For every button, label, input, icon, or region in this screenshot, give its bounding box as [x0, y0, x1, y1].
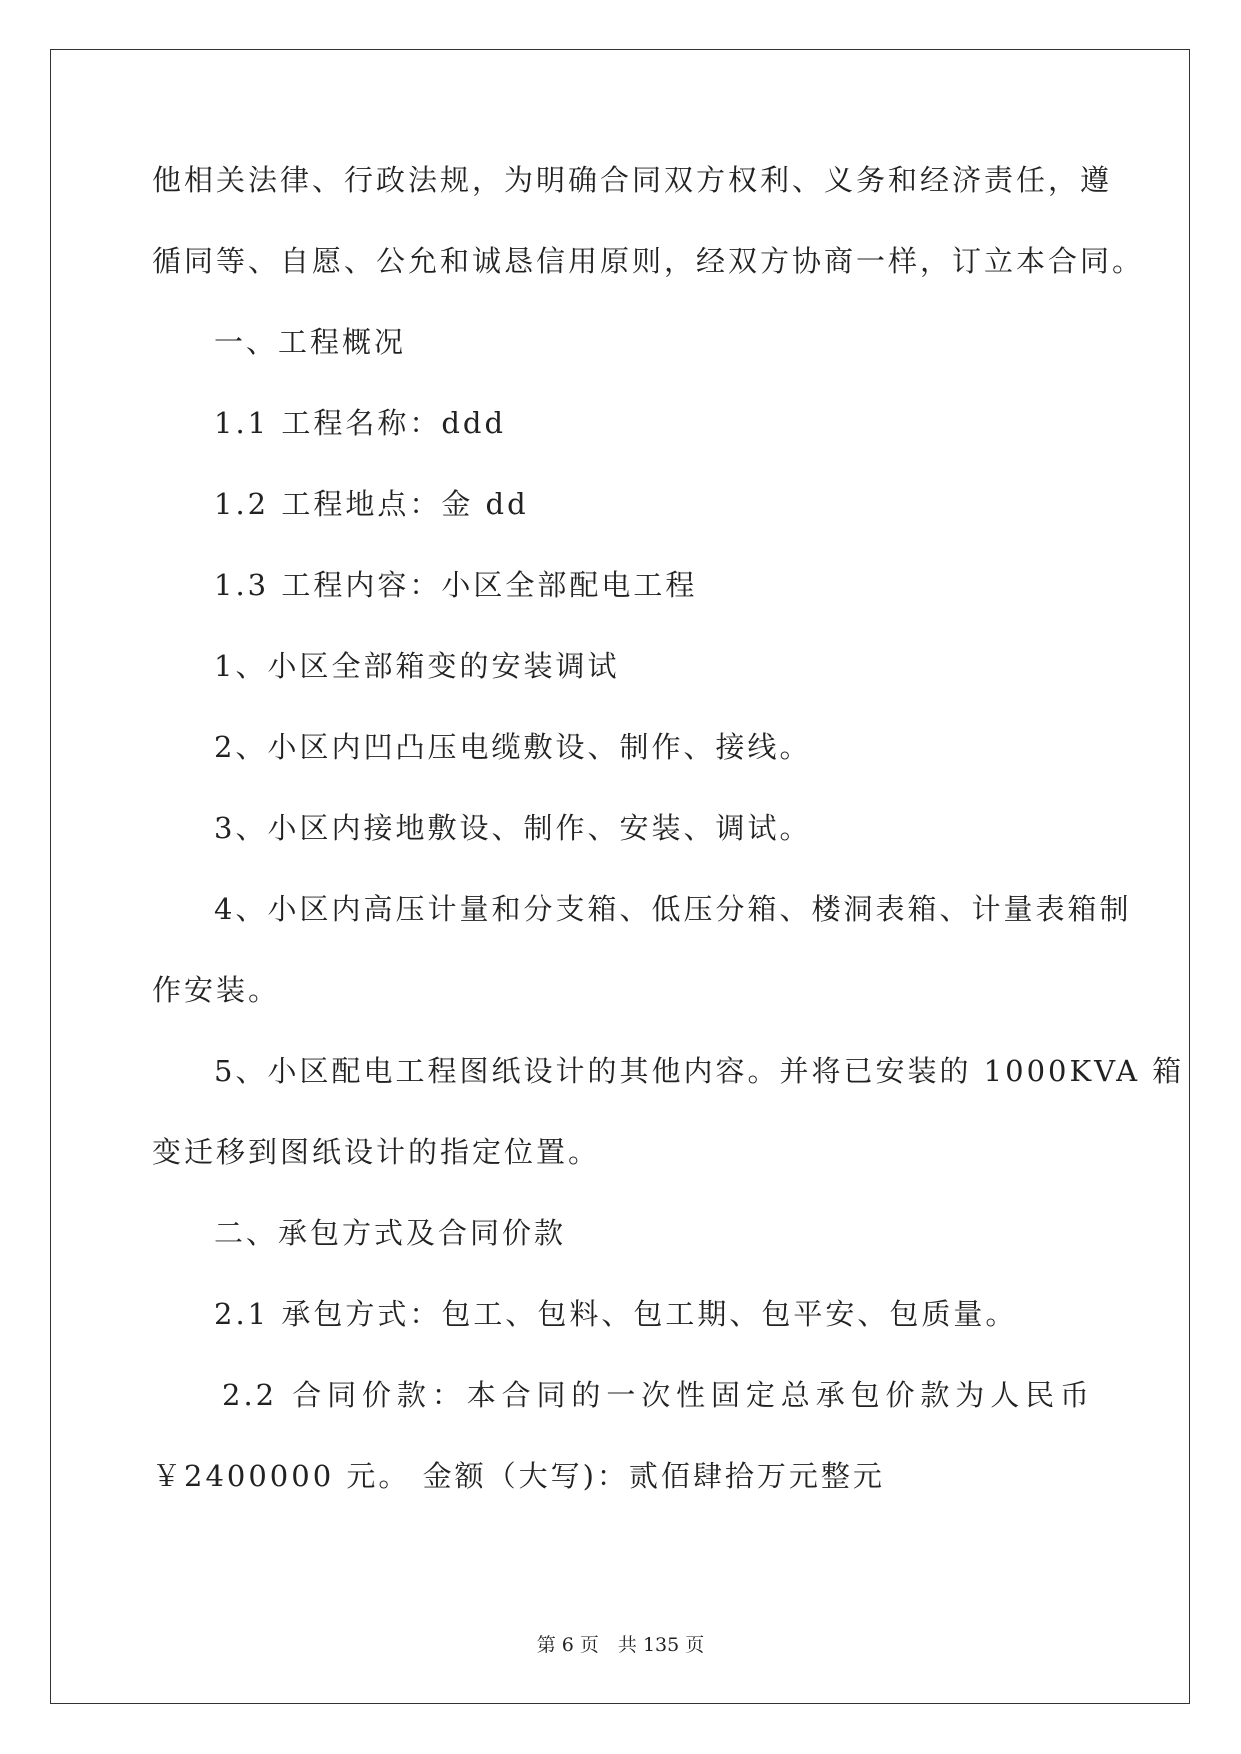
paragraph-line: 1.1 工程名称：ddd [214, 406, 507, 440]
page-number-footer: 第 6 页 共 135 页 [536, 1634, 705, 1656]
paragraph-line: 2.1 承包方式：包工、包料、包工期、包平安、包质量。 [214, 1297, 1018, 1331]
list-item: 4、小区内高压计量和分支箱、低压分箱、楼洞表箱、计量表箱制 [214, 892, 1132, 926]
paragraph-line: ￥2400000 元。 金额（大写)：贰佰肆拾万元整元 [152, 1459, 885, 1493]
list-item: 3、小区内接地敷设、制作、安装、调试。 [214, 811, 812, 845]
paragraph-line: 他相关法律、行政法规，为明确合同双方权利、义务和经济责任，遵 [152, 163, 1113, 197]
document-body [152, 160, 1185, 1537]
list-item: 2、小区内凹凸压电缆敷设、制作、接线。 [214, 730, 812, 764]
list-item-continuation: 变迁移到图纸设计的指定位置。 [152, 1135, 601, 1169]
section-heading: 二、承包方式及合同价款 [214, 1216, 567, 1250]
list-item: 5、小区配电工程图纸设计的其他内容。并将已安装的 1000KVA 箱 [214, 1054, 1185, 1088]
paragraph-line: 循同等、自愿、公允和诚恳信用原则，经双方协商一样，订立本合同。 [152, 244, 1145, 278]
section-heading: 一、工程概况 [214, 325, 407, 359]
paragraph-line: 1.3 工程内容：小区全部配电工程 [214, 568, 698, 602]
paragraph-line: 1.2 工程地点：金 dd [214, 487, 529, 521]
list-item: 1、小区全部箱变的安装调试 [214, 649, 620, 683]
list-item-continuation: 作安装。 [152, 973, 281, 1007]
paragraph-line: 2.2 合同价款：本合同的一次性固定总承包价款为人民币 [222, 1378, 1092, 1412]
